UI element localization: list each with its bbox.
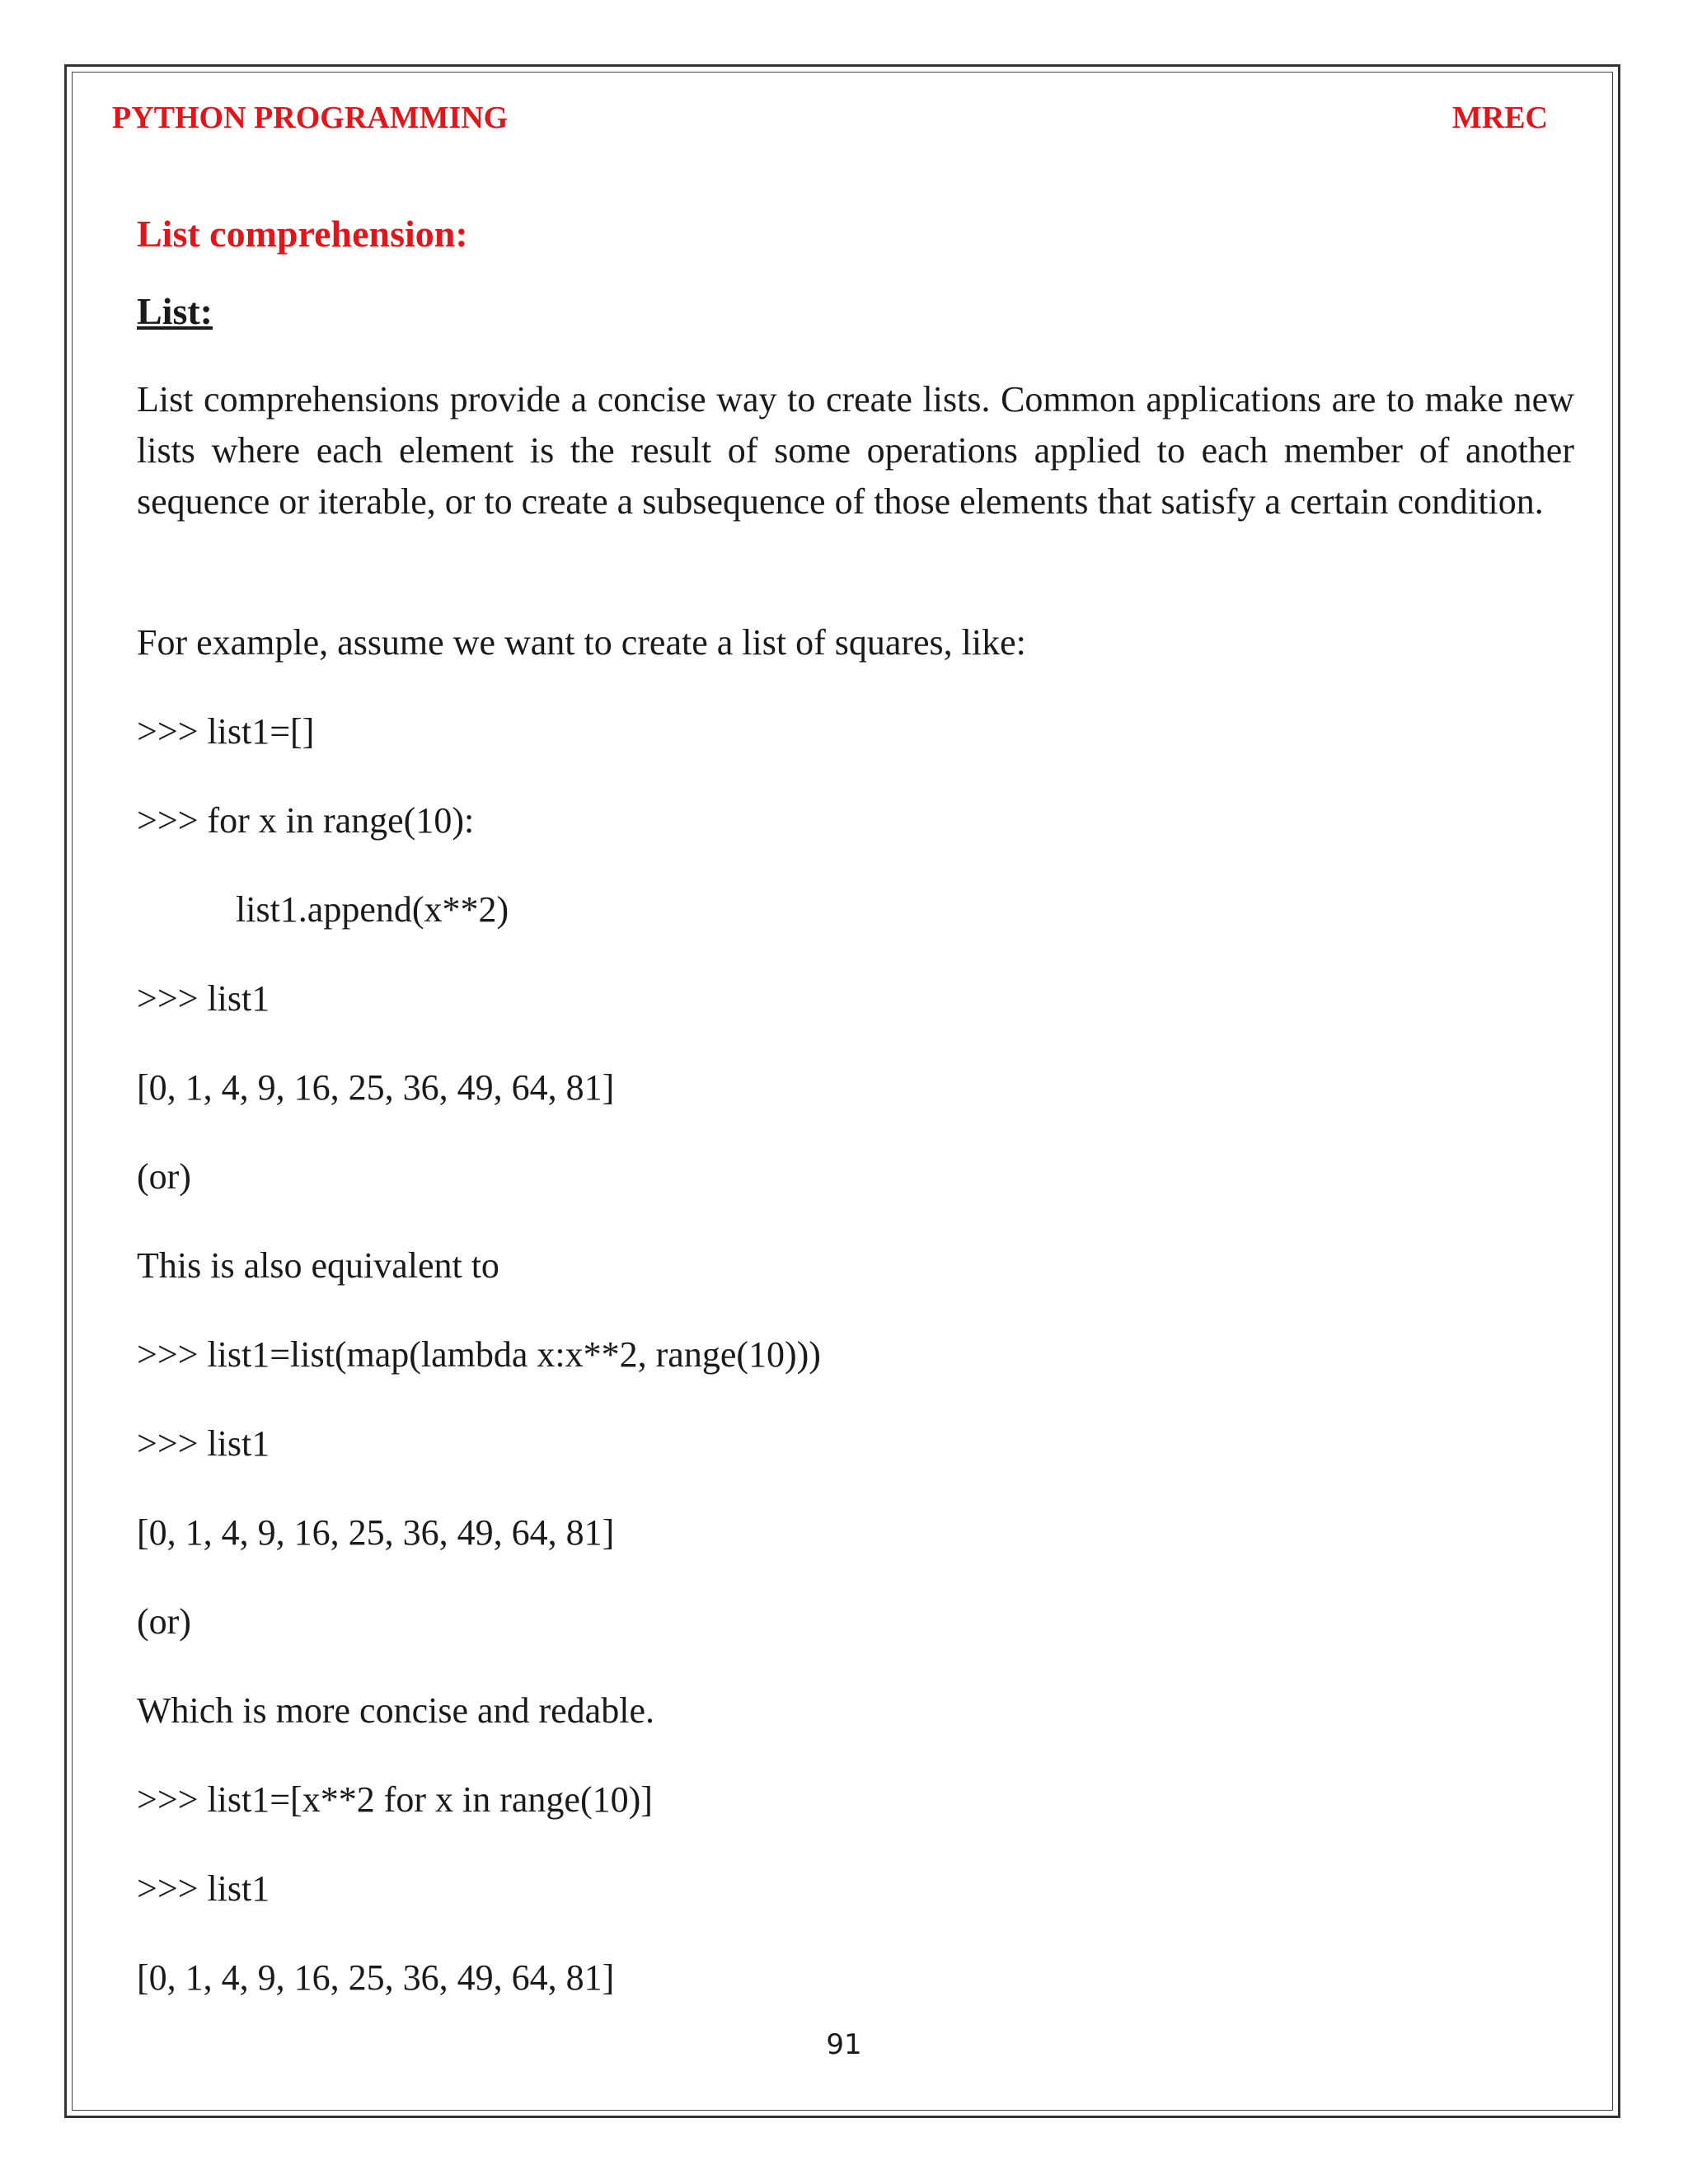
code-line-6: >>> list1 [137, 1423, 270, 1464]
code-line-4: >>> list1 [137, 978, 270, 1019]
code-line-1: >>> list1=[] [137, 711, 315, 752]
output-line-3: [0, 1, 4, 9, 16, 25, 36, 49, 64, 81] [137, 1957, 615, 1998]
header-course-title: PYTHON PROGRAMMING [112, 101, 509, 135]
code-line-7: >>> list1=[x**2 for x in range(10)] [137, 1779, 653, 1820]
code-line-3: list1.append(x**2) [236, 889, 509, 930]
concise-text: Which is more concise and redable. [137, 1690, 654, 1731]
code-line-2: >>> for x in range(10): [137, 800, 475, 841]
header-institution: MREC [1451, 101, 1548, 135]
output-line-1: [0, 1, 4, 9, 16, 25, 36, 49, 64, 81] [137, 1067, 615, 1108]
code-line-8: >>> list1 [137, 1868, 270, 1909]
or-line-2: (or) [137, 1601, 191, 1642]
subheading-list: List: [137, 290, 213, 332]
or-line-1: (or) [137, 1156, 191, 1197]
equivalent-text: This is also equivalent to [137, 1245, 499, 1286]
output-line-2: [0, 1, 4, 9, 16, 25, 36, 49, 64, 81] [137, 1512, 615, 1553]
code-line-5: >>> list1=list(map(lambda x:x**2, range(10))) [137, 1334, 821, 1375]
page-number: 91 [826, 2028, 862, 2061]
section-title: List comprehension: [137, 213, 468, 255]
intro-paragraph: List comprehensions provide a concise way to create lists. Common applications are to make new lists where each element is the result of some operations applied to each member of another sequence or iterable, or to create a subsequence of those elements that satisfy a certain condition. [137, 379, 1574, 522]
example-intro: For example, assume we want to create a list of squares, like: [137, 622, 1026, 663]
